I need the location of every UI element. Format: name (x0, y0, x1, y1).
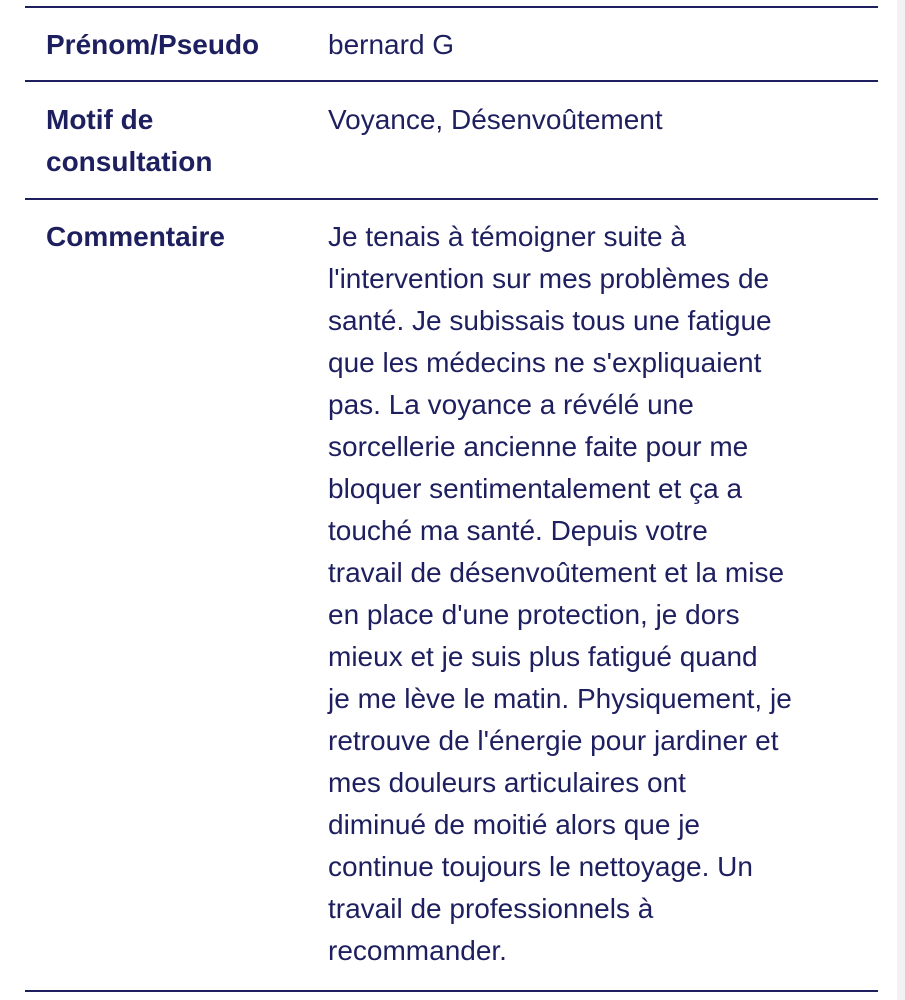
reason-value: Voyance, Désenvoûtement (328, 104, 663, 135)
testimonial-table (25, 6, 878, 992)
table-row-name (25, 6, 878, 80)
reason-label: Motif de consultation (46, 104, 213, 177)
name-value: bernard G (328, 29, 455, 60)
comment-value: Je tenais à témoigner suite à l'intervention sur mes problèmes de santé. Je subissais tous une fatigue que les médecins ne s'expliquaient pas. La voyance a révélé une sorcellerie ancienne faite pour me bloquer sentimentalement et ça a touché ma santé. Depuis votre travail de désenvoûtement et la mise en place d'une protection, je dors mieux et je suis plus fatigué quand je me lève le matin. Physiquement, je retrouve de l'énergie pour jardiner et mes douleurs articulaires ont diminué de moitié alors que je continue toujours le nettoyage. Un travail de professionnels à recommander. (328, 221, 792, 966)
scrollbar[interactable] (897, 0, 905, 1000)
table-row-comment (25, 198, 878, 992)
comment-label: Commentaire (46, 221, 225, 252)
name-label: Prénom/Pseudo (46, 29, 260, 60)
table-row-reason (25, 80, 878, 198)
